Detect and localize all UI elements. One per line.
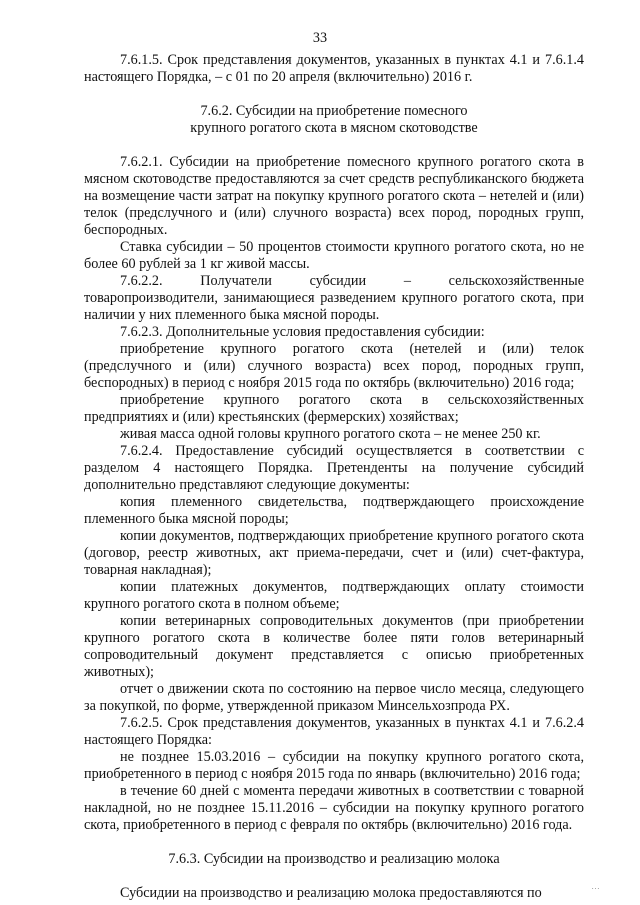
paragraph-7-6-2-4: 7.6.2.4. Предоставление субсидий осуществляется в соответствии с разделом 4 настоящего Порядка. Претенденты на получение субсидий дополнительно представляют следующие документы:: [84, 443, 584, 493]
paragraph-7-6-1-5: 7.6.1.5. Срок представления документов, указанных в пунктах 4.1 и 7.6.1.4 настоящего Порядка, – с 01 по 20 апреля (включительно) 2016 г.: [84, 52, 584, 85]
paragraph-7-6-2-2: 7.6.2.2. Получатели субсидии – сельскохозяйственные товаропроизводители, занимающиеся разведением крупного рогатого скота, при наличии у них племенного быка мясной породы.: [84, 273, 584, 323]
condition-purchase-period: приобретение крупного рогатого скота (нетелей и (или) телок (предслучного и (или) случного возраста) всех пород, породных групп, беспородных) в период с ноября 2015 года по октябрь (включительно) 2016 года;: [84, 341, 584, 391]
deadline-first-period: не позднее 15.03.2016 – субсидии на покупку крупного рогатого скота, приобретенного в период с ноября 2015 года по январь (включительно) 2016 года;: [84, 749, 584, 782]
condition-live-weight: живая масса одной головы крупного рогатого скота – не менее 250 кг.: [120, 426, 541, 442]
paragraph-milk-subsidy: Субсидии на производство и реализацию молока предоставляются по: [120, 885, 542, 901]
paragraph-subsidy-rate: Ставка субсидии – 50 процентов стоимости крупного рогатого скота, но не более 60 рублей за 1 кг живой массы.: [84, 239, 584, 272]
doc-veterinary-documents: копии ветеринарных сопроводительных документов (при приобретении крупного рогатого скота в количестве более пяти голов ветеринарный сопроводительный документ представляется с описью приобретенных животных);: [84, 613, 584, 680]
scan-watermark: …: [591, 881, 600, 891]
paragraph-7-6-2-1: 7.6.2.1. Субсидии на приобретение помесного крупного рогатого скота в мясном скотоводстве предоставляются за счет средств республиканского бюджета на возмещение части затрат на покупку крупного рогатого скота – нетелей и (или) телок (предслучного и (или) случного возраста) всех пород, породных групп, беспородных.: [84, 154, 584, 238]
section-heading-7-6-2: 7.6.2. Субсидии на приобретение помесного крупного рогатого скота в мясном скотоводстве: [190, 103, 478, 136]
doc-purchase-documents: копии документов, подтверждающих приобретение крупного рогатого скота (договор, реестр животных, акт приема-передачи, счет и (или) счет-фактура, товарная накладная);: [84, 528, 584, 578]
doc-breeding-certificate: копия племенного свидетельства, подтверждающего происхождение племенного быка мясной породы;: [84, 494, 584, 527]
page-number: 33: [312, 30, 328, 46]
document-body: [84, 52, 584, 902]
paragraph-7-6-2-3: 7.6.2.3. Дополнительные условия предоставления субсидии:: [120, 324, 485, 340]
section-heading-7-6-3: 7.6.3. Субсидии на производство и реализацию молока: [168, 851, 500, 867]
paragraph-7-6-2-5: 7.6.2.5. Срок представления документов, указанных в пунктах 4.1 и 7.6.2.4 настоящего Порядка:: [84, 715, 584, 748]
deadline-second-period: в течение 60 дней с момента передачи животных в соответствии с товарной накладной, но не позднее 15.11.2016 – субсидии на покупку крупного рогатого скота, приобретенного в период с февраля по октябрь (включительно) 2016 года.: [84, 783, 584, 833]
condition-purchase-source: приобретение крупного рогатого скота в сельскохозяйственных предприятиях и (или) крестьянских (фермерских) хозяйствах;: [84, 392, 584, 425]
doc-payment-documents: копии платежных документов, подтверждающих оплату стоимости крупного рогатого скота в полном объеме;: [84, 579, 584, 612]
doc-livestock-report: отчет о движении скота по состоянию на первое число месяца, следующего за покупкой, по форме, утвержденной приказом Минсельхозпрода РХ.: [84, 681, 584, 714]
